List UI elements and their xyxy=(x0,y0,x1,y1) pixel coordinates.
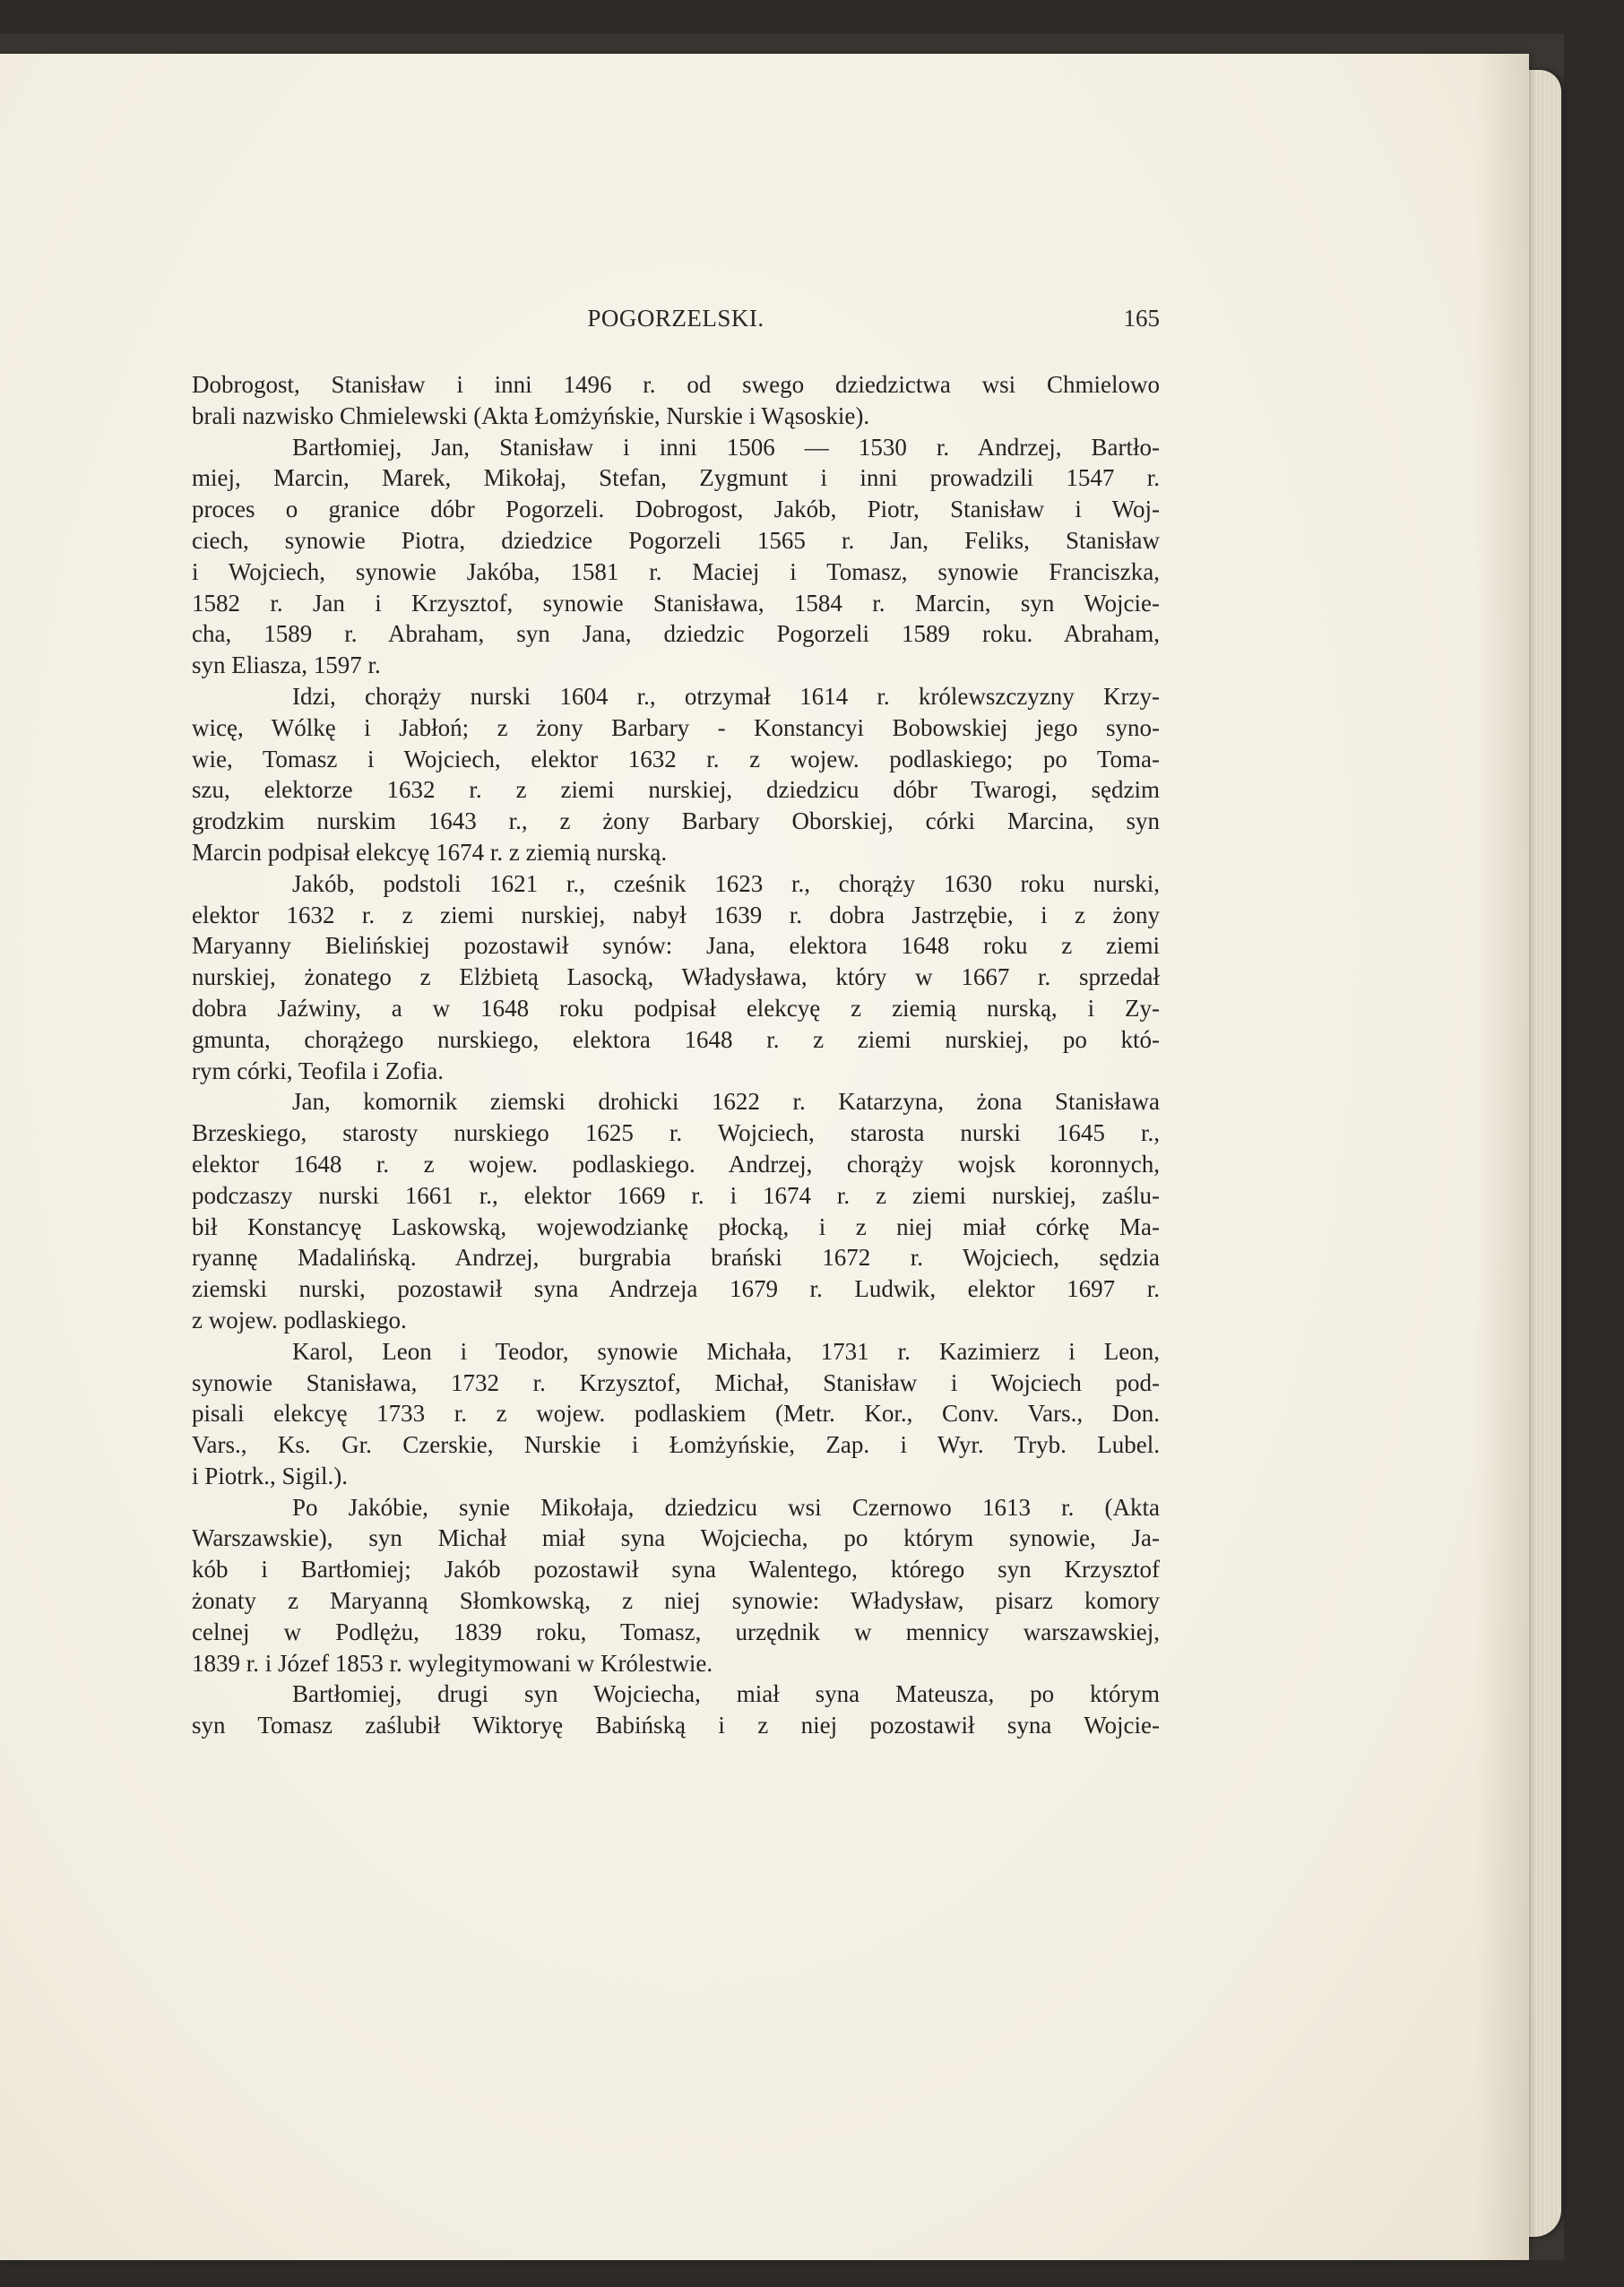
text-line: Maryanny Bielińskiej pozostawił synów: Jana, elektora 1648 roku z ziemi xyxy=(192,932,1160,960)
text-line: podczaszy nurski 1661 r., elektor 1669 r. i 1674 r. z ziemi nurskiej, zaślu- xyxy=(192,1181,1160,1209)
text-line: Brzeskiego, starosty nurskiego 1625 r. Wojciech, starosta nurski 1645 r., xyxy=(192,1119,1160,1147)
text-line: bił Konstancyę Laskowską, wojewodziankę płocką, i z niej miał córkę Ma- xyxy=(192,1213,1160,1240)
text-line: 1839 r. i Józef 1853 r. wylegitymowani w Królestwie. xyxy=(192,1649,713,1677)
text-line: Jakób, podstoli 1621 r., cześnik 1623 r., chorąży 1630 roku nurski, xyxy=(292,869,1160,897)
text-line: miej, Marcin, Marek, Mikołaj, Stefan, Zygmunt i inni prowadzili 1547 r. xyxy=(192,464,1160,492)
text-line: pisali elekcyę 1733 r. z wojew. podlaskiem (Metr. Kor., Conv. Vars., Don. xyxy=(192,1400,1160,1428)
text-line: 1582 r. Jan i Krzysztof, synowie Stanisława, 1584 r. Marcin, syn Wojcie- xyxy=(192,589,1160,617)
text-line: Warszawskie), syn Michał miał syna Wojciecha, po którym synowie, Ja- xyxy=(192,1524,1160,1552)
text-line: wie, Tomasz i Wojciech, elektor 1632 r. z wojew. podlaskiego; po Toma- xyxy=(192,745,1160,772)
text-line: wicę, Wólkę i Jabłoń; z żony Barbary - Konstancyi Bobowskiej jego syno- xyxy=(192,713,1160,741)
text-line: Vars., Ks. Gr. Czerskie, Nurskie i Łomżyńskie, Zap. i Wyr. Tryb. Lubel. xyxy=(192,1431,1160,1459)
text-line: Bartłomiej, drugi syn Wojciecha, miał syna Mateusza, po którym xyxy=(292,1680,1160,1708)
text-line: z wojew. podlaskiego. xyxy=(192,1306,407,1333)
text-line: i Wojciech, synowie Jakóba, 1581 r. Maciej i Tomasz, synowie Franciszka, xyxy=(192,557,1160,585)
page-number: 165 xyxy=(1123,305,1160,332)
text-line: Marcin podpisał elekcyę 1674 r. z ziemią nurską. xyxy=(192,838,668,866)
text-line: Dobrogost, Stanisław i inni 1496 r. od swego dziedzictwa wsi Chmielowo xyxy=(192,371,1160,398)
text-line: proces o granice dóbr Pogorzeli. Dobrogost, Jakób, Piotr, Stanisław i Woj- xyxy=(192,496,1160,523)
text-line: grodzkim nurskim 1643 r., z żony Barbary Oborskiej, córki Marcina, syn xyxy=(192,807,1160,835)
body-text xyxy=(192,369,1160,1741)
text-line: ziemski nurski, pozostawił syna Andrzeja 1679 r. Ludwik, elektor 1697 r. xyxy=(192,1275,1160,1303)
text-line: Po Jakóbie, synie Mikołaja, dziedzicu wsi Czernowo 1613 r. (Akta xyxy=(292,1493,1160,1521)
text-line: celnej w Podlężu, 1839 roku, Tomasz, urzędnik w mennicy warszawskiej, xyxy=(192,1618,1160,1645)
text-line: nurskiej, żonatego z Elżbietą Lasocką, Władysława, który w 1667 r. sprzedał xyxy=(192,963,1160,991)
text-line: syn Eliasza, 1597 r. xyxy=(192,652,381,679)
text-line: i Piotrk., Sigil.). xyxy=(192,1462,349,1489)
text-line: Idzi, chorąży nurski 1604 r., otrzymał 1614 r. królewszczyzny Krzy- xyxy=(292,682,1160,710)
gutter-shade xyxy=(1475,54,1529,2260)
text-line: ciech, synowie Piotra, dziedzice Pogorzeli 1565 r. Jan, Feliks, Stanisław xyxy=(192,526,1160,554)
text-line: kób i Bartłomiej; Jakób pozostawił syna Walentego, którego syn Krzysztof xyxy=(192,1556,1160,1584)
text-line: cha, 1589 r. Abraham, syn Jana, dziedzic Pogorzeli 1589 roku. Abraham, xyxy=(192,620,1160,648)
text-line: żonaty z Maryanną Słomkowską, z niej synowie: Władysław, pisarz komory xyxy=(192,1587,1160,1615)
text-line: elektor 1632 r. z ziemi nurskiej, nabył 1639 r. dobra Jastrzębie, i z żony xyxy=(192,901,1160,928)
text-line: ryannę Madalińską. Andrzej, burgrabia brański 1672 r. Wojciech, sędzia xyxy=(192,1244,1160,1272)
text-line: Jan, komornik ziemski drohicki 1622 r. Katarzyna, żona Stanisława xyxy=(292,1088,1160,1116)
running-head xyxy=(192,305,1160,341)
text-line: dobra Jaźwiny, a w 1648 roku podpisał elekcyę z ziemią nurską, i Zy- xyxy=(192,994,1160,1022)
text-line: gmunta, chorążego nurskiego, elektora 1648 r. z ziemi nurskiej, po któ- xyxy=(192,1025,1160,1053)
text-line: Karol, Leon i Teodor, synowie Michała, 1731 r. Kazimierz i Leon, xyxy=(292,1337,1160,1365)
text-line: elektor 1648 r. z wojew. podlaskiego. Andrzej, chorąży wojsk koronnych, xyxy=(192,1150,1160,1178)
running-title: POGORZELSKI. xyxy=(587,305,764,332)
text-line: brali nazwisko Chmielewski (Akta Łomżyńskie, Nurskie i Wąsoskie). xyxy=(192,401,870,429)
text-line: syn Tomasz zaślubił Wiktoryę Babińską i z niej pozostawił syna Wojcie- xyxy=(192,1712,1160,1739)
text-line: rym córki, Teofila i Zofia. xyxy=(192,1057,445,1084)
text-line: Bartłomiej, Jan, Stanisław i inni 1506 — 1530 r. Andrzej, Bartło- xyxy=(292,433,1160,461)
text-line: szu, elektorze 1632 r. z ziemi nurskiej, dziedzicu dóbr Twarogi, sędzim xyxy=(192,776,1160,804)
text-line: synowie Stanisława, 1732 r. Krzysztof, Michał, Stanisław i Wojciech pod- xyxy=(192,1368,1160,1396)
